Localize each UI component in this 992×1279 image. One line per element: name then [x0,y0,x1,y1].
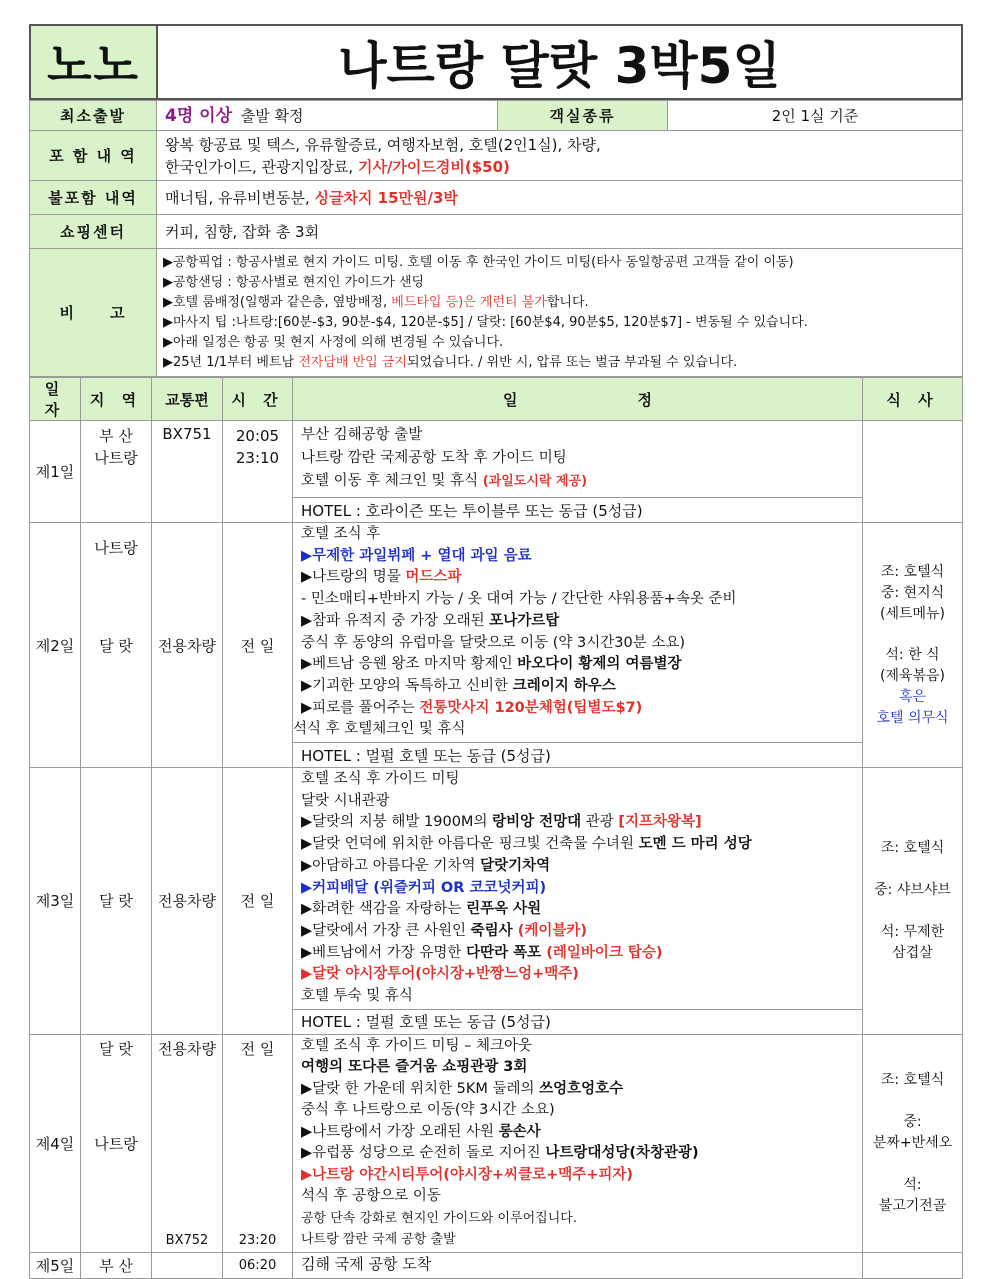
note-line-6-a: ▶25년 1/1부터 베트남 [163,354,299,370]
day2-s8-bold: 크레이지 하우스 [512,677,616,694]
day4-meal-3: 분짜+반세오 [872,1134,953,1151]
day2-meal-4: 석: 한 식 [885,646,940,663]
day3-s3-text: ▶달랏의 지붕 해발 1900M의 [301,814,493,831]
note-line-3-a: ▶호텔 룸배정(일행과 같은층, 옆방배정, [163,294,392,310]
day3-s3 [301,812,854,834]
day2-place-1: 나트랑 [94,539,138,557]
included-line-2-text: 한국인가이드, 관광지입장료, [165,157,358,176]
day2-schedule [293,523,863,743]
day3-s5-bold: 달랏기차역 [480,857,551,874]
day4-transport-1: 전용차량 [158,1039,216,1058]
notes-value [157,249,963,377]
day5-place: 부 산 [81,1252,152,1278]
day3-s7-bold: 린푸옥 사원 [466,901,542,918]
day2-meal [863,523,963,768]
day1-s3 [301,470,854,493]
day1-label: 제1일 [30,421,81,523]
notes-label: 비 고 [30,249,157,377]
day4-s6 [301,1143,854,1165]
day4-s2: 여행의 또다른 즐거움 쇼핑관광 3회 [301,1059,528,1076]
day3-meal [863,768,963,1035]
day4-meal-5: 불고기전골 [878,1197,947,1214]
note-line-6-red: 전자담배 반입 금지 [298,354,407,370]
note-line-3 [163,293,956,313]
room-type-label: 객실종류 [498,101,668,131]
day1-s2: 나트랑 깜란 국제공항 도착 후 가이드 미팅 [301,450,567,466]
day4-s1: 호텔 조식 후 가이드 미팅 – 체크아웃 [301,1037,533,1054]
page-title: 나트랑 달랏 3박5일 [157,25,962,99]
day4-row [30,1034,963,1252]
day3-label: 제3일 [30,768,81,1035]
day2-meal-3: (세트메뉴) [879,605,946,622]
day4-meal-2: 중: [903,1113,922,1130]
day4-s5-bold: 롱손사 [498,1123,541,1140]
day1-time-1: 20:05 [235,427,280,445]
day4-s6-text: ▶유럽풍 성당으로 순전히 돌로 지어진 [301,1145,546,1162]
day4-transport [152,1034,223,1252]
day2-s6: 중식 후 동양의 유럽마을 달랏으로 이동 (약 3시간30분 소요) [301,634,686,651]
day4-s3 [301,1079,854,1101]
min-departure-value [157,101,498,131]
day4-meal-4: 석: [903,1176,922,1193]
day4-s8: 석식 후 공항으로 이동 [301,1188,441,1205]
day2-meal-2: 중: 현지식 [880,584,945,601]
col-meal: 식 사 [863,378,963,421]
note-line-5: ▶아래 일정은 항공 및 현지 사정에 의해 변경될 수 있습니다. [163,334,504,350]
day3-s4 [301,834,854,856]
day4-s7: ▶나트랑 야간시티투어(야시장+씨클로+맥주+피자) [301,1166,634,1183]
day2-s3-red: 머드스파 [405,569,462,586]
day3-s5-text: ▶아담하고 아름다운 기차역 [301,857,481,874]
col-time: 시 간 [223,378,293,421]
day3-s5 [301,856,854,878]
day4-label: 제4일 [30,1034,81,1252]
day1-place-1: 부 산 [99,427,133,445]
col-place: 지 역 [81,378,152,421]
day4-place-1: 달 랏 [99,1039,133,1058]
day2-meal-5: (제육볶음) [879,667,946,684]
day2-s5-bold: 포나가르탑 [489,612,560,629]
day3-s9-bold: 다딴라 폭포 [466,944,542,961]
note-line-1: ▶공항픽업 : 항공사별로 현지 가이드 미팅. 호텔 이동 후 한국인 가이드 미팅(타사 동일항공편 고객들 같이 이동) [163,254,794,270]
included-value [157,131,963,181]
day5-schedule: 김해 국제 공항 도착 [293,1252,863,1278]
day1-meal [863,421,963,523]
day1-row [30,421,963,498]
included-line-2 [165,156,954,178]
day1-schedule [293,421,863,498]
day2-meal-1: 조: 호텔식 [880,563,945,580]
day4-meal-1: 조: 호텔식 [880,1071,945,1088]
day3-s6: ▶커피배달 (위즐커피 OR 코코넛커피) [301,879,547,896]
day1-s3-text: 호텔 이동 후 체크인 및 휴식 [301,473,483,489]
day4-s3-bold: 쓰엉흐엉호수 [539,1080,624,1097]
day2-s9-text: ▶피로를 풀어주는 [301,699,420,716]
note-line-4: ▶마사지 팁 :나트랑:[60분-$3, 90분-$4, 120분-$5] / 달랏: [60분$4, 90분$5, 120분$7] - 변동될 수 있습니다. [163,314,808,330]
day2-s9-red: 전통맛사지 120분체험(팁별도$7) [419,699,643,716]
day2-s7 [301,654,854,676]
day4-s6-bold: 나트랑대성당(차창관광) [545,1145,699,1162]
note-line-6-b: 되었습니다. / 위반 시, 압류 또는 벌금 부과될 수 있습니다. [406,354,738,370]
day2-transport: 전용차량 [152,523,223,768]
day3-s1: 호텔 조식 후 가이드 미팅 [301,771,460,788]
note-line-2: ▶공항샌딩 : 항공사별로 현지인 가이드가 샌딩 [163,274,425,290]
day1-transport: BX751 [152,421,223,523]
day3-s4-bold: 도멘 드 마리 성당 [638,836,752,853]
day2-s3 [301,567,854,589]
day5-meal [863,1252,963,1278]
excluded-label: 불포함 내역 [30,181,157,215]
col-schedule: 일 정 [293,378,863,421]
day1-place-2: 나트랑 [94,449,138,467]
min-departure-label: 최소출발 [30,101,157,131]
day3-s8-bold: 죽림사 [470,922,513,939]
day3-meal-3: 석: 무제한 [880,923,945,940]
day3-time: 전 일 [223,768,293,1035]
day4-s5-text: ▶나트랑에서 가장 오래된 사원 [301,1123,499,1140]
day1-hotel: HOTEL : 호라이즌 또는 투이블루 또는 동급 (5성급) [293,498,863,523]
day2-place [81,523,152,768]
day2-label: 제2일 [30,523,81,768]
day3-s7 [301,899,854,921]
room-type-value: 2인 1실 기준 [668,101,963,131]
min-departure-count: 4명 이상 [165,105,233,126]
day2-s8-text: ▶기괴한 모양의 독특하고 신비한 [301,677,513,694]
day4-transport-2: BX752 [165,1232,209,1248]
day2-s7-bold: 바오다이 황제의 여름별장 [517,656,682,673]
included-line-1: 왕복 항공료 및 텍스, 유류할증료, 여행자보험, 호텔(2인1실), 차량, [165,135,601,154]
day3-place: 달 랏 [81,768,152,1035]
brand-name: 노노 [30,25,157,99]
included-label: 포 함 내 역 [30,131,157,181]
day3-s8 [301,921,854,943]
schedule-header-row [30,378,963,421]
day3-transport: 전용차량 [152,768,223,1035]
day4-schedule [293,1034,863,1252]
day3-row [30,768,963,1010]
day3-s8-red: (케이블카) [512,922,588,939]
day4-time [223,1034,293,1252]
day2-s7-text: ▶베트남 응웬 왕조 마지막 황제인 [301,656,518,673]
day3-s2: 달랏 시내관광 [301,792,390,809]
day4-time-1: 전 일 [240,1039,275,1058]
shopping-value: 커피, 침향, 잡화 총 3회 [157,215,963,249]
day3-s9-text: ▶베트남에서 가장 유명한 [301,944,467,961]
day3-meal-1: 조: 호텔식 [880,839,945,856]
col-transport: 교통편 [152,378,223,421]
excluded-single-charge: 싱글차지 15만원/3박 [314,188,458,207]
excluded-text: 매너팁, 유류비변동분, [165,188,315,207]
day2-time: 전 일 [223,523,293,768]
note-line-3-red: 베드타입 등)은 게런티 불가 [391,294,547,310]
day2-s9 [301,698,854,720]
day2-s1: 호텔 조식 후 [301,526,381,542]
day3-s11: 호텔 투숙 및 휴식 [301,988,413,1005]
day2-s5-text: ▶참파 유적지 중 가장 오래된 [301,612,490,629]
day2-meal-7: 호텔 의무식 [876,709,949,726]
day3-s10: ▶달랏 야시장투어(야시장+반짱느엉+맥주) [301,966,579,983]
day2-meal-6: 혹은 [898,688,927,705]
schedule-table [29,377,963,1279]
excluded-value [157,181,963,215]
day3-s3-red: [지프차왕복] [618,814,702,831]
day4-place-2: 나트랑 [94,1134,138,1153]
day4-time-2: 23:20 [238,1232,277,1248]
included-guide-fee: 기사/가이드경비($50) [357,157,510,176]
day3-s4-text: ▶달랏 언덕에 위치한 아름다운 핑크빛 건축물 수녀원 [301,836,639,853]
day2-s4: - 민소매티+반바지 가능 / 옷 대여 가능 / 간단한 샤워용품+속옷 준비 [301,591,737,608]
day3-s3-bold: 랑비앙 전망대 [492,814,582,831]
day2-s5 [301,611,854,633]
day2-place-2: 달 랏 [99,636,133,655]
shopping-label: 쇼핑센터 [30,215,157,249]
day4-s3-text: ▶달랏 한 가운데 위치한 5KM 둘레의 [301,1080,540,1097]
title-table [29,24,963,100]
day5-label: 제5일 [30,1252,81,1278]
day5-time: 06:20 [223,1252,293,1278]
info-table [29,100,963,377]
day3-schedule [293,768,863,1010]
day2-hotel: HOTEL : 멀펄 호텔 또는 동급 (5성급) [293,743,863,768]
day1-s3-red: (과일도시락 제공) [482,474,588,489]
col-day: 일 자 [30,378,81,421]
note-line-6 [163,353,956,373]
min-departure-rest: 출발 확정 [240,106,304,125]
day3-s8-text: ▶달랏에서 가장 큰 사원인 [301,922,471,939]
day4-place [81,1034,152,1252]
day1-time-2: 23:10 [235,449,280,467]
day3-meal-4: 삼겹살 [892,944,933,961]
itinerary-page [29,24,963,1279]
day3-s7-text: ▶화려한 색감을 자랑하는 [301,901,467,918]
day3-hotel: HOTEL : 멀펄 호텔 또는 동급 (5성급) [293,1009,863,1034]
day3-s3-text-2: 관광 [581,814,619,831]
day4-s9: 공항 단속 강화로 현지인 가이드와 이루어집니다. [301,1210,577,1226]
day3-meal-2: 중: 샤브샤브 [874,881,951,898]
day1-place [81,421,152,523]
day2-s10: 석식 후 호텔체크인 및 휴식 [293,721,466,738]
day1-s1: 부산 김해공항 출발 [301,427,423,443]
day4-s10: 나트랑 깜란 국제 공항 출발 [301,1232,456,1248]
note-line-3-b: 합니다. [546,294,589,310]
day3-s9-red: (레일바이크 탑승) [541,944,663,961]
day1-time [223,421,293,523]
day4-meal [863,1034,963,1252]
day4-s5 [301,1122,854,1144]
day3-s9 [301,943,854,965]
day2-s3-text: ▶나트랑의 명물 [301,569,406,586]
day5-transport [152,1252,223,1278]
day4-s4: 중식 후 나트랑으로 이동(약 3시간 소요) [301,1102,555,1119]
day2-s8 [301,676,854,698]
day2-s2: ▶무제한 과일뷔페 + 열대 과일 음료 [301,547,532,564]
day2-row [30,523,963,743]
day5-row [30,1252,963,1278]
